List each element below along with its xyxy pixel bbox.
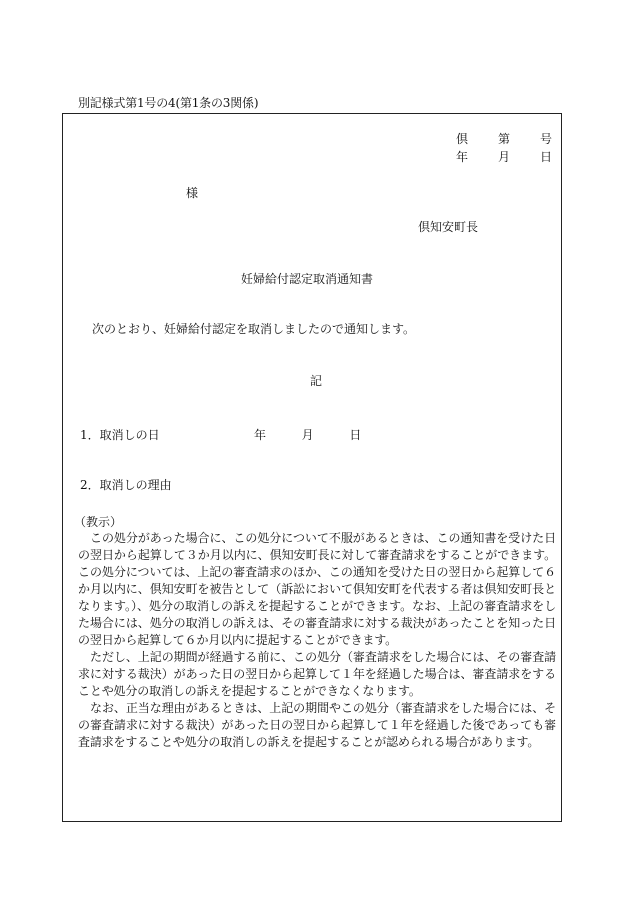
cancellation-month: 月 — [301, 428, 314, 442]
item2-label: 2．取消しの理由 — [80, 478, 172, 492]
cancellation-date — [254, 426, 361, 443]
cancellation-day: 日 — [349, 428, 362, 442]
notice-paragraph: なお、正当な理由があるときは、上記の期間やこの処分（審査請求をした場合には、その審査請求に対する裁決）があった日の翌日から起算して１年を経過した後であっても審査請求をすることや処分の取消しの訴えを提起することが認められる場合があります。 — [78, 701, 556, 749]
issuer-name: 倶知安町長 — [418, 220, 479, 234]
issue-date-year: 年 — [456, 150, 469, 164]
item1-label: 1．取消しの日 — [80, 428, 160, 442]
addressee-suffix: 様 — [186, 186, 199, 200]
issue-date-month: 月 — [497, 150, 510, 164]
form-label: 別記様式第1号の4(第1条の3関係) — [78, 96, 259, 110]
document-number-mid: 第 — [497, 132, 510, 146]
document-number — [456, 130, 552, 147]
document-number-suffix: 号 — [539, 132, 552, 146]
issue-date — [456, 148, 552, 165]
notice-heading: （教示） — [74, 515, 123, 529]
notice-paragraph: この処分があった場合に、この処分について不服があるときは、この通知書を受けた日の翌日から起算して３か月以内に、倶知安町長に対して審査請求をすることができます。この処分については、上記の審査請求のほか、この通知を受けた日の翌日から起算して６か月以内に、倶知安町を被告として（訴訟において倶知安町を代表する者は倶知安町長となります。）、処分の取消しの訴えを提起することができます。なお、上記の審査請求をした場合には、処分の取消しの訴えは、その審査請求に対する裁決があったことを知った日の翌日から起算して６か月以内に提起することができます。 — [78, 531, 556, 647]
document-number-prefix: 倶 — [456, 132, 469, 146]
issue-date-day: 日 — [539, 150, 552, 164]
notice-paragraph: ただし、上記の期間が経過する前に、この処分（審査請求をした場合には、その審査請求に対する裁決）があった日の翌日から起算して１年を経過した場合は、審査請求をすることや処分の取消しの訴えを提起することができなくなります。 — [78, 650, 556, 698]
document-title: 妊婦給付認定取消通知書 — [241, 272, 374, 286]
cancellation-year: 年 — [254, 428, 267, 442]
ki-heading: 記 — [310, 374, 323, 388]
notice-body — [78, 530, 556, 751]
intro-text: 次のとおり、妊婦給付認定を取消しましたので通知します。 — [92, 322, 416, 336]
